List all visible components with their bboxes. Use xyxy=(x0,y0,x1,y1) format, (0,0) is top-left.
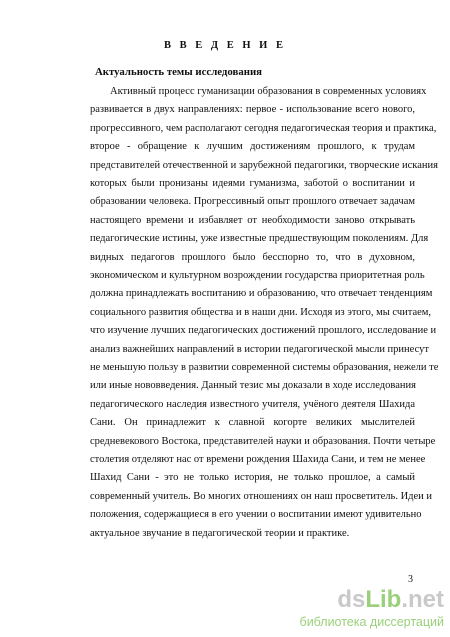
watermark-tagline: библиотека диссертаций xyxy=(299,615,444,629)
text-line: экономическом и культурном возрождении государства приоритетная роль xyxy=(90,270,425,281)
text-line: развивается в двух направлениях: первое - использование всего нового, xyxy=(90,104,415,116)
section-heading: Актуальность темы исследования xyxy=(95,66,263,78)
text-line: анализ важнейших направлений в истории педагогической мысли принесут xyxy=(90,343,429,355)
page-number: 3 xyxy=(408,574,413,585)
watermark-logo-part: .net xyxy=(401,586,444,613)
text-line: актуальное звучание в педагогической теории и практике. xyxy=(90,527,350,539)
watermark-logo xyxy=(337,588,444,612)
text-line: образовании человека. Прогрессивный опыт прошлого отвечает задачам xyxy=(90,196,415,208)
watermark-logo-part: ds xyxy=(337,586,366,613)
text-line: Шахид Сани - это не только история, не только прошлое, а самый xyxy=(90,472,415,484)
text-line: видных педагогов прошлого было бесспорно то, что в духовном, xyxy=(90,251,415,263)
text-line: представителей отечественной и зарубежной педагогики, творческие искания xyxy=(90,159,438,171)
text-line: Сани. Он принадлежит к славной когорте великих мыслителей xyxy=(90,417,415,429)
text-line: социального развития общества и в наши дни. Исходя из этого, мы считаем, xyxy=(90,306,432,318)
page-title: В В Е Д Е Н И Е xyxy=(164,40,286,51)
text-line: педагогические истины, уже известные предшествующим поколениям. Для xyxy=(90,233,429,245)
text-line: прогрессивного, чем располагают сегодня педагогическая теория и практика, xyxy=(90,122,437,134)
text-line: современный учитель. Во многих отношениях он наш просветитель. Идеи и xyxy=(90,490,433,502)
text-line: не меньшую пользу в развитии современной системы образования, нежели те xyxy=(90,362,439,373)
text-line: должна принадлежать воспитанию и образованию, что отвечает тенденциям xyxy=(90,288,433,300)
text-line: второе - обращение к лучшим достижениям прошлого, к трудам xyxy=(90,141,415,153)
dslib-watermark xyxy=(284,588,444,632)
text-line: столетия отделяют нас от времени рождения Шахида Сани, и тем не менее xyxy=(90,454,426,465)
text-line: педагогического наследия известного учителя, учёного деятеля Шахида xyxy=(90,398,415,410)
text-line: Активный процесс гуманизации образования в современных условиях xyxy=(110,86,427,97)
text-line: положения, содержащиеся в его учении о воспитании имеют удивительно xyxy=(90,509,422,521)
watermark-logo-part: Lib xyxy=(365,586,402,613)
text-line: что изучение лучших педагогических достижений прошлого, исследование и xyxy=(90,325,437,337)
text-line: или иные нововведения. Данный тезис мы доказали в ходе исследования xyxy=(90,380,416,392)
text-line: настоящего времени и избавляет от необходимости заново открывать xyxy=(90,214,415,226)
text-line: которых были пронизаны идеями гуманизма, заботой о воспитании и xyxy=(90,178,415,189)
text-line: средневекового Востока, представителей науки и образования. Почти четыре xyxy=(90,435,436,447)
